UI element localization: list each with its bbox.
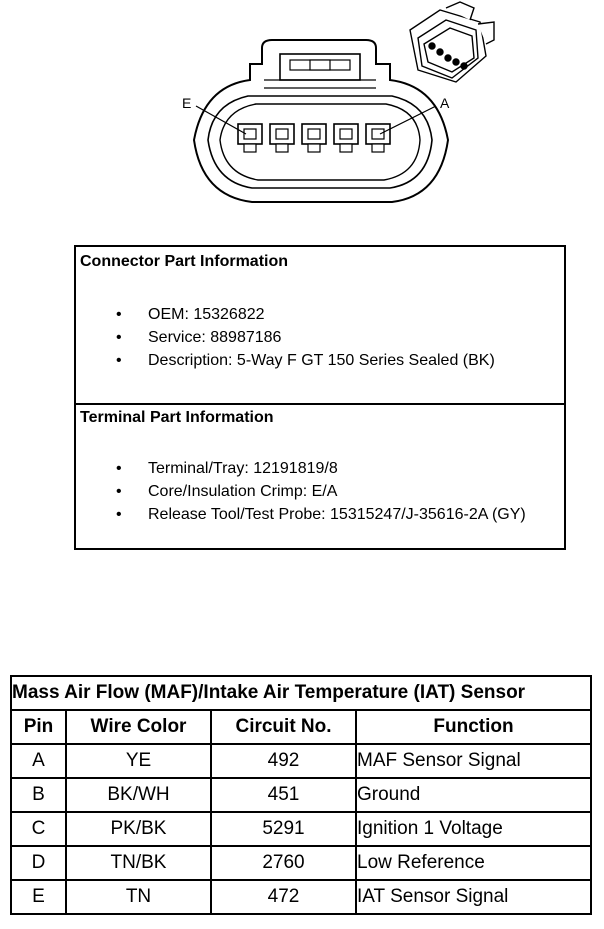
column-header-function: Function bbox=[356, 710, 591, 744]
pin-cell: A bbox=[11, 744, 66, 778]
wire-color-cell: PK/BK bbox=[66, 812, 211, 846]
terminal-part-information bbox=[76, 403, 564, 548]
bullet: • bbox=[116, 352, 122, 369]
connector-part-information bbox=[76, 247, 564, 405]
list-item: • Description: 5-Way F GT 150 Series Sealed (BK) bbox=[76, 349, 495, 372]
circuit-cell: 492 bbox=[211, 744, 356, 778]
list-item: • Release Tool/Test Probe: 15315247/J-35616-2A (GY) bbox=[76, 503, 526, 526]
pin-label-a: A bbox=[440, 95, 450, 111]
connector-info-heading: Connector Part Information bbox=[80, 253, 289, 270]
table-title: Mass Air Flow (MAF)/Intake Air Temperature (IAT) Sensor bbox=[11, 676, 591, 710]
table-row bbox=[11, 744, 591, 778]
table-header-row bbox=[11, 710, 591, 744]
circuit-cell: 5291 bbox=[211, 812, 356, 846]
bullet: • bbox=[116, 483, 122, 500]
function-cell: Ground bbox=[356, 778, 591, 812]
part-information-box bbox=[74, 245, 566, 550]
pin-cell: B bbox=[11, 778, 66, 812]
wire-color-cell: TN bbox=[66, 880, 211, 914]
function-cell: Low Reference bbox=[356, 846, 591, 880]
column-header-pin: Pin bbox=[11, 710, 66, 744]
connector-diagram bbox=[0, 0, 604, 240]
column-header-wire-color: Wire Color bbox=[66, 710, 211, 744]
connector-info-list bbox=[76, 303, 495, 372]
column-header-circuit-no: Circuit No. bbox=[211, 710, 356, 744]
connector-3d-view bbox=[410, 2, 494, 82]
pin-cell: E bbox=[11, 880, 66, 914]
list-item: • OEM: 15326822 bbox=[76, 303, 495, 326]
terminal-info-heading: Terminal Part Information bbox=[80, 409, 274, 426]
function-cell: Ignition 1 Voltage bbox=[356, 812, 591, 846]
pin-label-e: E bbox=[182, 95, 192, 111]
table-row bbox=[11, 778, 591, 812]
table-row bbox=[11, 846, 591, 880]
pinout-table bbox=[10, 675, 592, 915]
wire-color-cell: YE bbox=[66, 744, 211, 778]
table-title-row bbox=[11, 676, 591, 710]
bullet: • bbox=[116, 329, 122, 346]
function-cell: IAT Sensor Signal bbox=[356, 880, 591, 914]
list-item: • Terminal/Tray: 12191819/8 bbox=[76, 457, 526, 480]
table-row bbox=[11, 812, 591, 846]
bullet: • bbox=[116, 306, 122, 323]
table-row bbox=[11, 880, 591, 914]
terminal-info-list bbox=[76, 457, 526, 526]
list-item: • Service: 88987186 bbox=[76, 326, 495, 349]
wire-color-cell: BK/WH bbox=[66, 778, 211, 812]
bullet: • bbox=[116, 506, 122, 523]
wire-color-cell: TN/BK bbox=[66, 846, 211, 880]
pin-cell: C bbox=[11, 812, 66, 846]
circuit-cell: 472 bbox=[211, 880, 356, 914]
function-cell: MAF Sensor Signal bbox=[356, 744, 591, 778]
circuit-cell: 2760 bbox=[211, 846, 356, 880]
circuit-cell: 451 bbox=[211, 778, 356, 812]
pin-cell: D bbox=[11, 846, 66, 880]
list-item: • Core/Insulation Crimp: E/A bbox=[76, 480, 526, 503]
bullet: • bbox=[116, 460, 122, 477]
